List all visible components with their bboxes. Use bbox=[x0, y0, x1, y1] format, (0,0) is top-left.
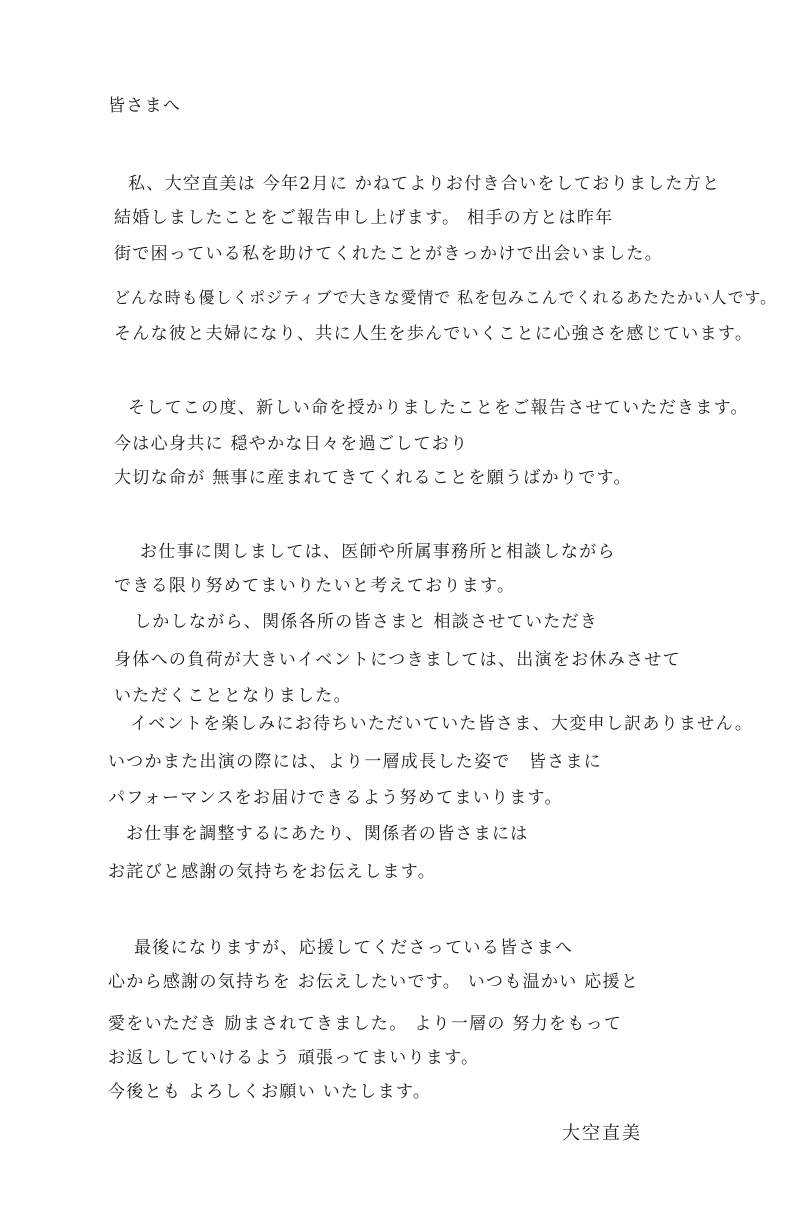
letter-line: そんな彼と夫婦になり、共に人生を歩んでいくことに心強さを感じています。 bbox=[114, 324, 754, 344]
letter-line: 心から感謝の気持ちを お伝えしたいです。 いつも温かい 応援と bbox=[108, 972, 640, 992]
letter-line: 大切な命が 無事に産まれてきてくれることを願うばかりです。 bbox=[114, 468, 632, 488]
letter-line: 結婚しましたことをご報告申し上げます。 相手の方とは昨年 bbox=[114, 208, 614, 228]
letter-line: お仕事を調整するにあたり、関係者の皆さまには bbox=[126, 824, 529, 844]
letter-line: 街で困っている私を助けてくれたことがきっかけで出会いました。 bbox=[114, 244, 663, 264]
letter-line: しかしながら、関係各所の皆さまと 相談させていただき bbox=[134, 612, 599, 632]
letter-line: 愛をいただき 励まされてきました。 より一層の 努力をもって bbox=[108, 1014, 623, 1034]
letter-line: できる限り努めてまいりたいと考えております。 bbox=[114, 576, 516, 596]
letter-line: お詫びと感謝の気持ちをお伝えします。 bbox=[108, 862, 437, 882]
letter-line: 身体への負荷が大きいイベントにつきましては、出演をお休みさせて bbox=[114, 650, 681, 670]
letter-line: 私、大空直美は 今年2月に かねてよりお付き合いをしておりました方と bbox=[128, 174, 721, 194]
letter-line: いただくこととなりました。 bbox=[114, 686, 352, 706]
letter-line: イベントを楽しみにお待ちいただいていた皆さま、大変申し訳ありません。 bbox=[130, 714, 754, 734]
letter-line: お返ししていけるよう 頑張ってまいります。 bbox=[108, 1048, 480, 1068]
letter-line: 最後になりますが、応援してくださっている皆さまへ bbox=[134, 938, 574, 958]
letter-line: パフォーマンスをお届けできるよう努めてまいります。 bbox=[108, 788, 563, 808]
letter-line: いつかまた出演の際には、より一層成長した姿で 皆さまに bbox=[108, 752, 603, 772]
letter-line: そしてこの度、新しい命を授かりましたことをご報告させていただきます。 bbox=[128, 398, 749, 418]
letter-line: どんな時も優しくポジティブで大きな愛情で 私を包みこんでくれるあたたかい人です。 bbox=[114, 288, 778, 307]
signature: 大空直美 bbox=[562, 1123, 642, 1144]
letter-line: お仕事に関しましては、医師や所属事務所と相談しながら bbox=[140, 542, 616, 562]
letter-line: 今後とも よろしくお願い いたします。 bbox=[108, 1082, 432, 1102]
salutation: 皆さまへ bbox=[108, 96, 182, 116]
letter-line: 今は心身共に 穏やかな日々を過ごしており bbox=[114, 434, 469, 454]
